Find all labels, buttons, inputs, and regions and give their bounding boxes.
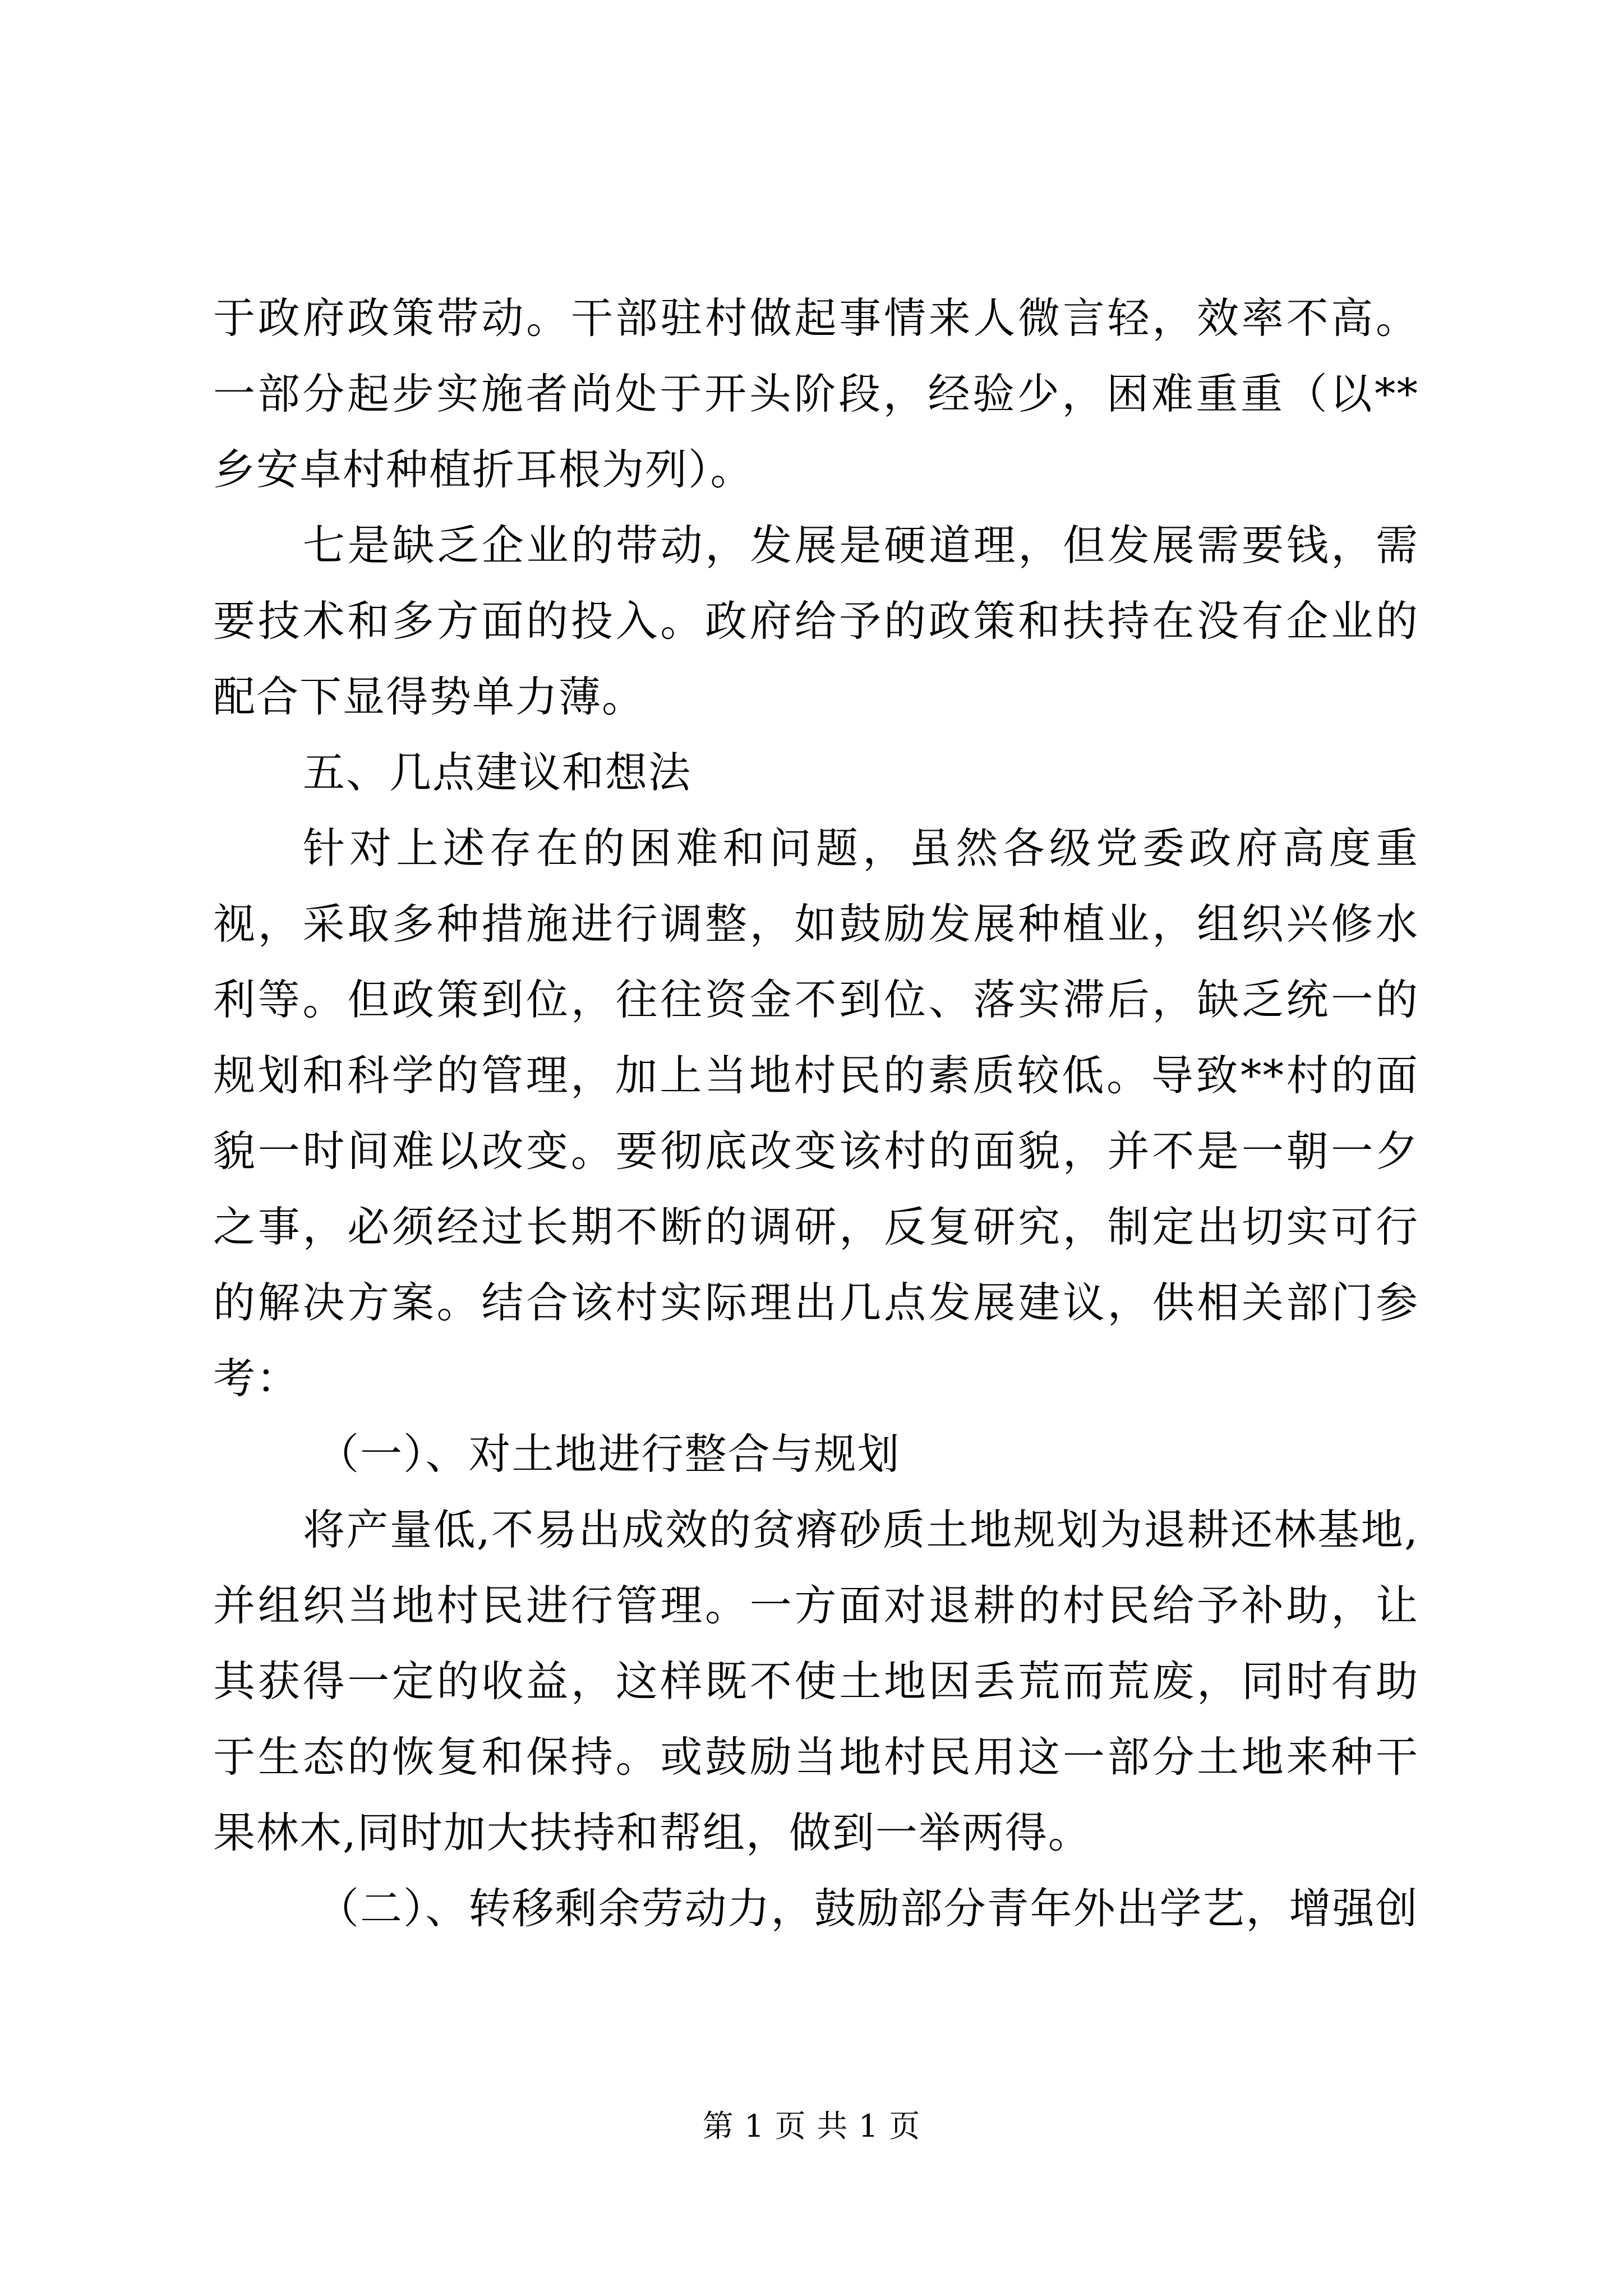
document-body [213, 280, 1419, 1947]
subheading-two: （二）、转移剩余劳动力，鼓励部分青年外出学艺，增强创 [317, 1884, 1419, 1933]
section-heading-five: 五、几点建议和想法 [303, 748, 692, 797]
paragraph-point-seven: 七是缺乏企业的带动，发展是硬道理，但发展需要钱，需要技术和多方面的投入。政府给予的政策和扶持在没有企业的配合下显得势单力薄。 [213, 521, 1419, 721]
paragraph-land-planning: 将产量低,不易出成效的贫瘠砂质土地规划为退耕还林基地,并组织当地村民进行管理。一方面对退耕的村民给予补助，让其获得一定的收益，这样既不使土地因丢荒而荒废，同时有助于生态的恢复和保持。或鼓励当地村民用这一部分土地来种干果林木,同时加大扶持和帮组，做到一举两得。 [213, 1505, 1419, 1857]
paragraph-problems-summary: 针对上述存在的困难和问题，虽然各级党委政府高度重视，采取多种措施进行调整，如鼓励发展种植业，组织兴修水利等。但政策到位，往往资金不到位、落实滞后，缺乏统一的规划和科学的管理，加上当地村民的素质较低。导致**村的面貌一时间难以改变。要彻底改变该村的面貌，并不是一朝一夕之事，必须经过长期不断的调研，反复研究，制定出切实可行的解决方案。结合该村实际理出几点发展建议，供相关部门参考： [213, 823, 1419, 1403]
paragraph-continuation: 于政府政策带动。干部驻村做起事情来人微言轻，效率不高。一部分起步实施者尚处于开头阶段，经验少，困难重重（以**乡安卓村种植折耳根为列）。 [213, 293, 1419, 494]
subheading-one: （一）、对土地进行整合与规划 [317, 1429, 901, 1479]
page-footer: 第 1 页 共 1 页 [702, 2108, 921, 2144]
